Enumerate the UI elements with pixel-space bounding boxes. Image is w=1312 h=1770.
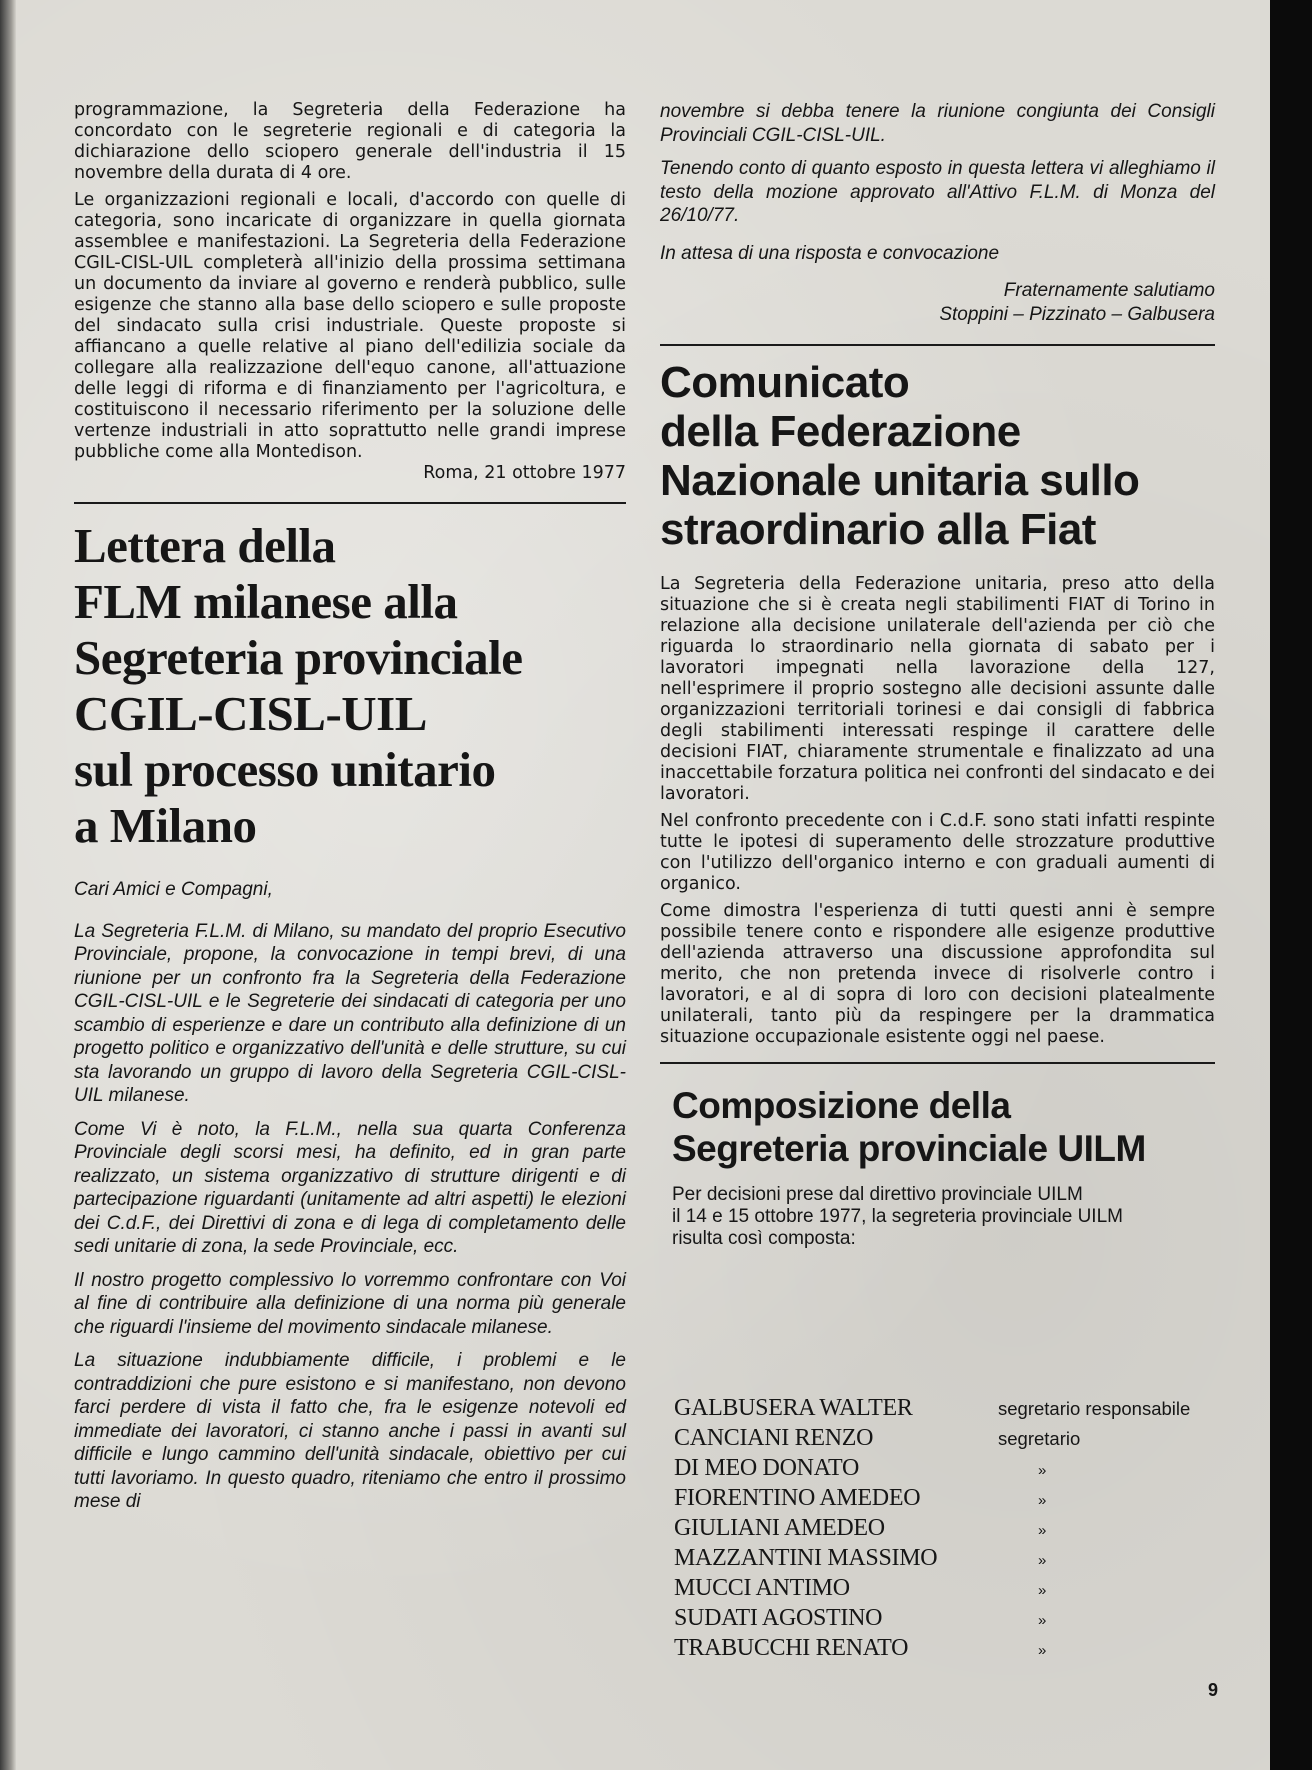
letter-closing: In attesa di una risposta e convocazione: [660, 242, 1000, 264]
member-row: [674, 1425, 1234, 1455]
headline-line: CGIL-CISL-UIL: [74, 686, 427, 741]
comunicato-paragraph: Come dimostra l'esperienza di tutti questi anni è sempre possibile tenere conto e rispondere alle esigenze produttive dell'azienda attraverso una discussione approfondita sul merito, che non pretenda invece di risolverle contro i lavoratori, e al di sopra di loro con decisioni platealmente unilaterali, tanto più da respingere per la drammatica situazione occupazionale esistente oggi nel paese.: [660, 901, 1215, 1047]
headline-line: Comunicato: [660, 358, 910, 407]
headline-line: Segreteria provinciale UILM: [672, 1128, 1146, 1169]
member-name: MAZZANTINI MASSIMO: [674, 1545, 938, 1571]
letter-salutation: Cari Amici e Compagni,: [74, 879, 273, 900]
member-role: »: [1038, 1462, 1047, 1479]
member-name: GALBUSERA WALTER: [674, 1395, 913, 1421]
article-dateline: Roma, 21 ottobre 1977: [423, 463, 626, 483]
uilm-intro-line: risulta così composta:: [672, 1228, 856, 1249]
letter-paragraph: Il nostro progetto complessivo lo vorremmo confrontare con Voi al fine di contribuire alla definizione di una norma più generale che riguardi l'insieme del movimento sindacale milanese.: [74, 1269, 626, 1338]
member-name: FIORENTINO AMEDEO: [674, 1485, 921, 1511]
headline-line: FLM milanese alla: [74, 574, 458, 629]
headline-line: Segreteria provinciale: [74, 630, 523, 685]
letter-paragraph: La situazione indubbiamente difficile, i problemi e le contraddizioni che pure esistono e si manifestano, non devono farci perdere di vista il fatto che, fra le esigenze notevoli ed immediate dei lavoratori, ci stanno anche i passi in avanti sul difficile e lungo cammino dell'unità sindacale, obiettivo per cui tutti lavoriamo. In questo quadro, riteniamo che entro il prossimo mese di: [74, 1350, 626, 1512]
member-role: »: [1038, 1522, 1047, 1539]
headline-line: della Federazione: [660, 407, 1021, 456]
headline-line: a Milano: [74, 798, 257, 853]
member-role: segretario: [998, 1428, 1081, 1449]
member-row: [674, 1485, 1234, 1515]
headline-line: straordinario alla Fiat: [660, 505, 1096, 554]
headline-line: Nazionale unitaria sullo: [660, 456, 1140, 505]
member-name: TRABUCCHI RENATO: [674, 1635, 909, 1661]
uilm-headline: [660, 1084, 1215, 1170]
article-paragraph: programmazione, la Segreteria della Federazione ha concordato con le segreterie regionali e di categoria la dichiarazione dello sciopero generale dell'industria il 15 novembre della durata di 4 ore.: [74, 100, 626, 183]
article-paragraph: Le organizzazioni regionali e locali, d'accordo con quelle di categoria, sono incaricate di organizzare in quella giornata assemblee e manifestazioni. La Segreteria della Federazione CGIL-CISL-UIL completerà all'inizio della prossima settimana un documento da inviare al governo e renderà pubblico, sulle esigenze che stanno alla base dello sciopero e sulle proposte del sindacato sulla crisi industriale. Queste proposte si affiancano a quelle relative al piano dell'edilizia sociale da collegare alla realizzazione dell'equo canone, all'attuazione delle leggi di riforma e di finanziamento per l'agricoltura, e costituiscono il necessario riferimento per la soluzione delle vertenze industriali in atto soprattutto nelle grandi imprese pubbliche come alla Montedison.: [74, 190, 626, 462]
comunicato-headline: [660, 358, 1215, 554]
member-row: [674, 1515, 1234, 1545]
member-name: CANCIANI RENZO: [674, 1425, 874, 1451]
member-name: GIULIANI AMEDEO: [674, 1515, 885, 1541]
member-name: MUCCI ANTIMO: [674, 1575, 850, 1601]
right-column: [660, 100, 1215, 1250]
member-role: »: [1038, 1642, 1047, 1659]
uilm-intro-line: Per decisioni prese dal direttivo provinciale UILM: [672, 1184, 1083, 1205]
left-column: [74, 100, 626, 1524]
member-name: SUDATI AGOSTINO: [674, 1605, 883, 1631]
uilm-intro: [660, 1184, 1215, 1250]
section-divider: [660, 1062, 1215, 1064]
headline-line: Composizione della: [672, 1085, 1011, 1126]
member-row: [674, 1605, 1234, 1635]
member-row: [674, 1635, 1234, 1665]
letter-paragraph: Tenendo conto di quanto esposto in questa lettera vi alleghiamo il testo della mozione approvato all'Attivo F.L.M. di Monza del 26/10/77.: [660, 158, 1215, 226]
letter-paragraph: novembre si debba tenere la riunione congiunta dei Consigli Provinciali CGIL-CISL-UIL.: [660, 101, 1215, 146]
member-role: »: [1038, 1552, 1047, 1569]
member-row: [674, 1575, 1234, 1605]
member-role: »: [1038, 1612, 1047, 1629]
comunicato-paragraph: Nel confronto precedente con i C.d.F. sono stati infatti respinte tutte le ipotesi di superamento delle strozzature produttive con l'utilizzo dell'organico interno e con graduali aumenti di organico.: [660, 811, 1215, 894]
letter-signatories: Stoppini – Pizzinato – Galbusera: [939, 303, 1215, 325]
letter-paragraph: Come Vi è noto, la F.L.M., nella sua quarta Conferenza Provinciale degli scorsi mesi, ha definito, ed in gran parte realizzato, un sistema organizzativo di strutture dirigenti e di partecipazione riguardanti (unitamente ad altri aspetti) le elezioni dei C.d.F., dei Direttivi di zona e di lega di completamento delle sedi unitarie di zona, la sede Provinciale, ecc.: [74, 1118, 626, 1257]
member-role: »: [1038, 1582, 1047, 1599]
headline-line: Lettera della: [74, 518, 336, 573]
member-name: DI MEO DONATO: [674, 1455, 859, 1481]
comunicato-paragraph: La Segreteria della Federazione unitaria, preso atto della situazione che si è creata negli stabilimenti FIAT di Torino in relazione alla decisione unilaterale dell'azienda per ciò che riguarda lo straordinario nella giornata di sabato per i lavoratori impegnati nella lavorazione della 127, nell'esprimere il proprio sostegno alle decisioni assunte dalle organizzazioni territoriali torinesi e dai consigli di fabbrica degli stabilimenti interessati respinge il carattere delle decisioni FIAT, chiaramente strumentale e finalizzato ad una inaccettabile forzatura politica nei confronti del sindacato e dei lavoratori.: [660, 574, 1215, 804]
member-role: »: [1038, 1492, 1047, 1509]
headline-line: sul processo unitario: [74, 742, 496, 797]
uilm-intro-line: il 14 e 15 ottobre 1977, la segreteria provinciale UILM: [672, 1206, 1123, 1227]
letter-paragraph: La Segreteria F.L.M. di Milano, su mandato del proprio Esecutivo Provinciale, propone, la convocazione in tempi brevi, di una riunione per un confronto fra la Segreteria della Federazione CGIL-CISL-UIL e le Segreterie dei sindacati di categoria per uno scambio di esperienze e dare un contributo alla definizione di un progetto politico e organizzativo dell'unità e delle strutture, su cui sta lavorando un gruppo di lavoro della Segreteria CGIL-CISL-UIL milanese.: [74, 920, 626, 1106]
letter-headline: [74, 518, 626, 854]
member-row: [674, 1455, 1234, 1485]
member-row: [674, 1545, 1234, 1575]
letter-sign-off: Fraternamente salutiamo: [1003, 280, 1215, 301]
page-number: 9: [1208, 1680, 1219, 1700]
member-role: segretario responsabile: [998, 1398, 1191, 1419]
section-divider: [74, 502, 626, 504]
page-spine-shadow: [0, 0, 16, 1770]
section-divider: [660, 344, 1215, 346]
uilm-member-list: [674, 1395, 1234, 1665]
member-row: [674, 1395, 1234, 1425]
